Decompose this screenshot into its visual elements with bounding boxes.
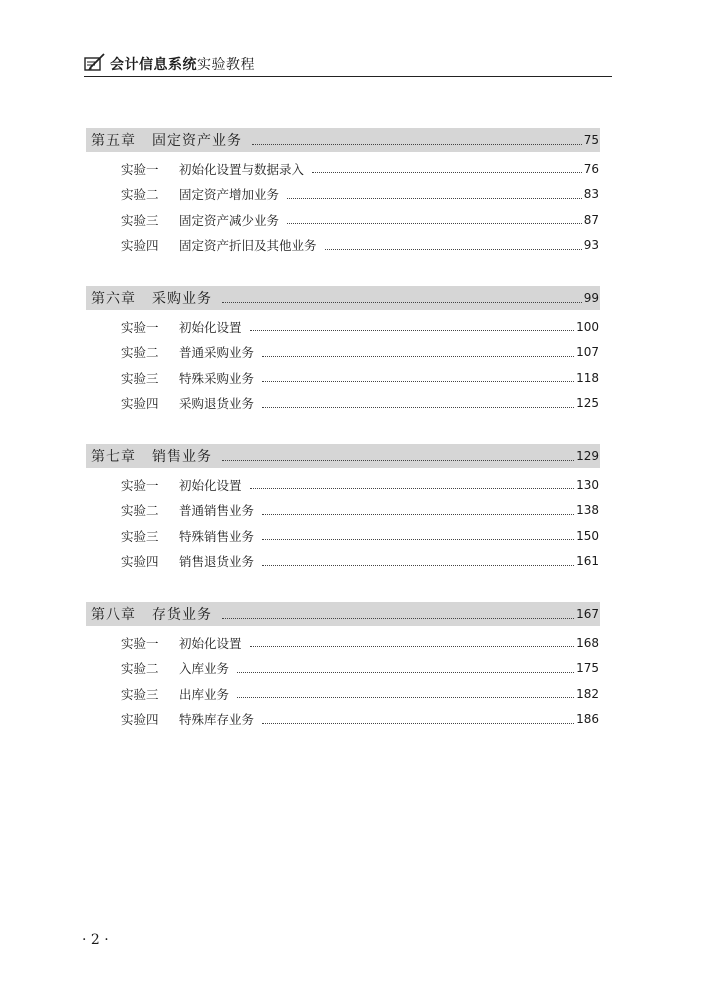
toc-entry[interactable] xyxy=(86,681,600,707)
chapter-title: 固定资产业务 xyxy=(152,133,242,149)
dot-leader xyxy=(262,407,574,408)
table-of-contents xyxy=(86,128,600,760)
dot-leader xyxy=(262,514,574,515)
book-title-bold: 会计信息系统 xyxy=(110,57,197,73)
chapter-heading[interactable] xyxy=(86,286,600,310)
book-title-light: 实验教程 xyxy=(197,57,255,73)
toc-entry[interactable] xyxy=(86,314,600,340)
experiment-title: 初始化设置 xyxy=(179,477,242,493)
experiment-title: 普通销售业务 xyxy=(179,503,255,519)
experiment-number: 实验二 xyxy=(121,187,159,203)
experiment-title: 普通采购业务 xyxy=(179,345,255,361)
chapter-number: 第五章 xyxy=(91,133,136,149)
experiment-title: 出库业务 xyxy=(179,686,230,702)
chapter-title: 存货业务 xyxy=(152,607,212,623)
dot-leader xyxy=(262,356,574,357)
dot-leader xyxy=(250,330,575,331)
experiment-page: 150 xyxy=(576,528,599,543)
dot-leader xyxy=(262,565,574,566)
experiment-page: 107 xyxy=(576,345,599,360)
chapter-number: 第七章 xyxy=(91,449,136,465)
chapter-number: 第八章 xyxy=(91,607,136,623)
experiment-page: 130 xyxy=(576,477,599,492)
experiment-title: 特殊库存业务 xyxy=(179,712,255,728)
experiment-page: 83 xyxy=(583,187,599,202)
dot-leader xyxy=(250,646,575,647)
experiment-number: 实验四 xyxy=(121,396,159,412)
experiment-page: 186 xyxy=(576,712,599,727)
toc-entry[interactable] xyxy=(86,498,600,524)
chapter-page: 167 xyxy=(576,607,599,621)
experiment-number: 实验三 xyxy=(121,528,159,544)
dot-leader xyxy=(250,488,575,489)
experiment-title: 固定资产折旧及其他业务 xyxy=(179,238,317,254)
toc-entry[interactable] xyxy=(86,182,600,208)
experiment-title: 入库业务 xyxy=(179,661,230,677)
experiment-page: 175 xyxy=(576,661,599,676)
toc-entry[interactable] xyxy=(86,391,600,417)
chapter-title: 采购业务 xyxy=(152,291,212,307)
dot-leader xyxy=(325,249,582,250)
experiment-number: 实验三 xyxy=(121,212,159,228)
experiment-number: 实验一 xyxy=(121,635,159,651)
toc-entry[interactable] xyxy=(86,707,600,733)
experiment-page: 138 xyxy=(576,503,599,518)
chapter-page: 99 xyxy=(583,291,599,305)
chapter-section xyxy=(86,286,600,416)
toc-entry[interactable] xyxy=(86,630,600,656)
experiment-title: 初始化设置与数据录入 xyxy=(179,161,305,177)
experiment-title: 特殊采购业务 xyxy=(179,370,255,386)
toc-entry[interactable] xyxy=(86,207,600,233)
chapter-page: 75 xyxy=(583,133,599,147)
dot-leader xyxy=(222,302,582,303)
experiment-title: 初始化设置 xyxy=(179,319,242,335)
chapter-heading[interactable] xyxy=(86,444,600,468)
dot-leader xyxy=(262,539,574,540)
running-header xyxy=(84,50,612,77)
toc-entry[interactable] xyxy=(86,472,600,498)
page-number: · 2 · xyxy=(82,932,109,948)
experiment-page: 87 xyxy=(583,212,599,227)
dot-leader xyxy=(237,672,574,673)
dot-leader xyxy=(262,381,574,382)
experiment-page: 125 xyxy=(576,396,599,411)
experiment-page: 76 xyxy=(583,161,599,176)
toc-entry[interactable] xyxy=(86,233,600,259)
experiment-number: 实验二 xyxy=(121,503,159,519)
experiment-title: 采购退货业务 xyxy=(179,396,255,412)
experiment-page: 93 xyxy=(583,238,599,253)
experiment-title: 固定资产减少业务 xyxy=(179,212,280,228)
dot-leader xyxy=(287,223,582,224)
dot-leader xyxy=(222,460,574,461)
chapter-section xyxy=(86,444,600,574)
experiment-title: 固定资产增加业务 xyxy=(179,187,280,203)
dot-leader xyxy=(252,144,582,145)
experiment-page: 182 xyxy=(576,686,599,701)
dot-leader xyxy=(262,723,574,724)
experiment-page: 118 xyxy=(576,370,599,385)
experiment-page: 168 xyxy=(576,635,599,650)
book-title xyxy=(110,54,255,74)
experiment-page: 161 xyxy=(576,554,599,569)
dot-leader xyxy=(312,172,582,173)
experiment-title: 销售退货业务 xyxy=(179,554,255,570)
toc-entry[interactable] xyxy=(86,156,600,182)
experiment-number: 实验一 xyxy=(121,477,159,493)
dot-leader xyxy=(237,697,574,698)
chapter-section xyxy=(86,602,600,732)
dot-leader xyxy=(222,618,574,619)
chapter-heading[interactable] xyxy=(86,128,600,152)
toc-entry[interactable] xyxy=(86,656,600,682)
toc-entry[interactable] xyxy=(86,523,600,549)
experiment-title: 特殊销售业务 xyxy=(179,528,255,544)
book-pen-icon xyxy=(84,52,106,72)
experiment-number: 实验四 xyxy=(121,554,159,570)
chapter-title: 销售业务 xyxy=(152,449,212,465)
experiment-number: 实验四 xyxy=(121,712,159,728)
chapter-section xyxy=(86,128,600,258)
toc-entry[interactable] xyxy=(86,340,600,366)
dot-leader xyxy=(287,198,582,199)
experiment-number: 实验一 xyxy=(121,161,159,177)
experiment-number: 实验二 xyxy=(121,345,159,361)
chapter-page: 129 xyxy=(576,449,599,463)
toc-entry[interactable] xyxy=(86,549,600,575)
experiment-number: 实验二 xyxy=(121,661,159,677)
experiment-number: 实验三 xyxy=(121,370,159,386)
chapter-heading[interactable] xyxy=(86,602,600,626)
experiment-page: 100 xyxy=(576,319,599,334)
chapter-number: 第六章 xyxy=(91,291,136,307)
experiment-number: 实验三 xyxy=(121,686,159,702)
experiment-number: 实验四 xyxy=(121,238,159,254)
toc-entry[interactable] xyxy=(86,365,600,391)
experiment-number: 实验一 xyxy=(121,319,159,335)
experiment-title: 初始化设置 xyxy=(179,635,242,651)
